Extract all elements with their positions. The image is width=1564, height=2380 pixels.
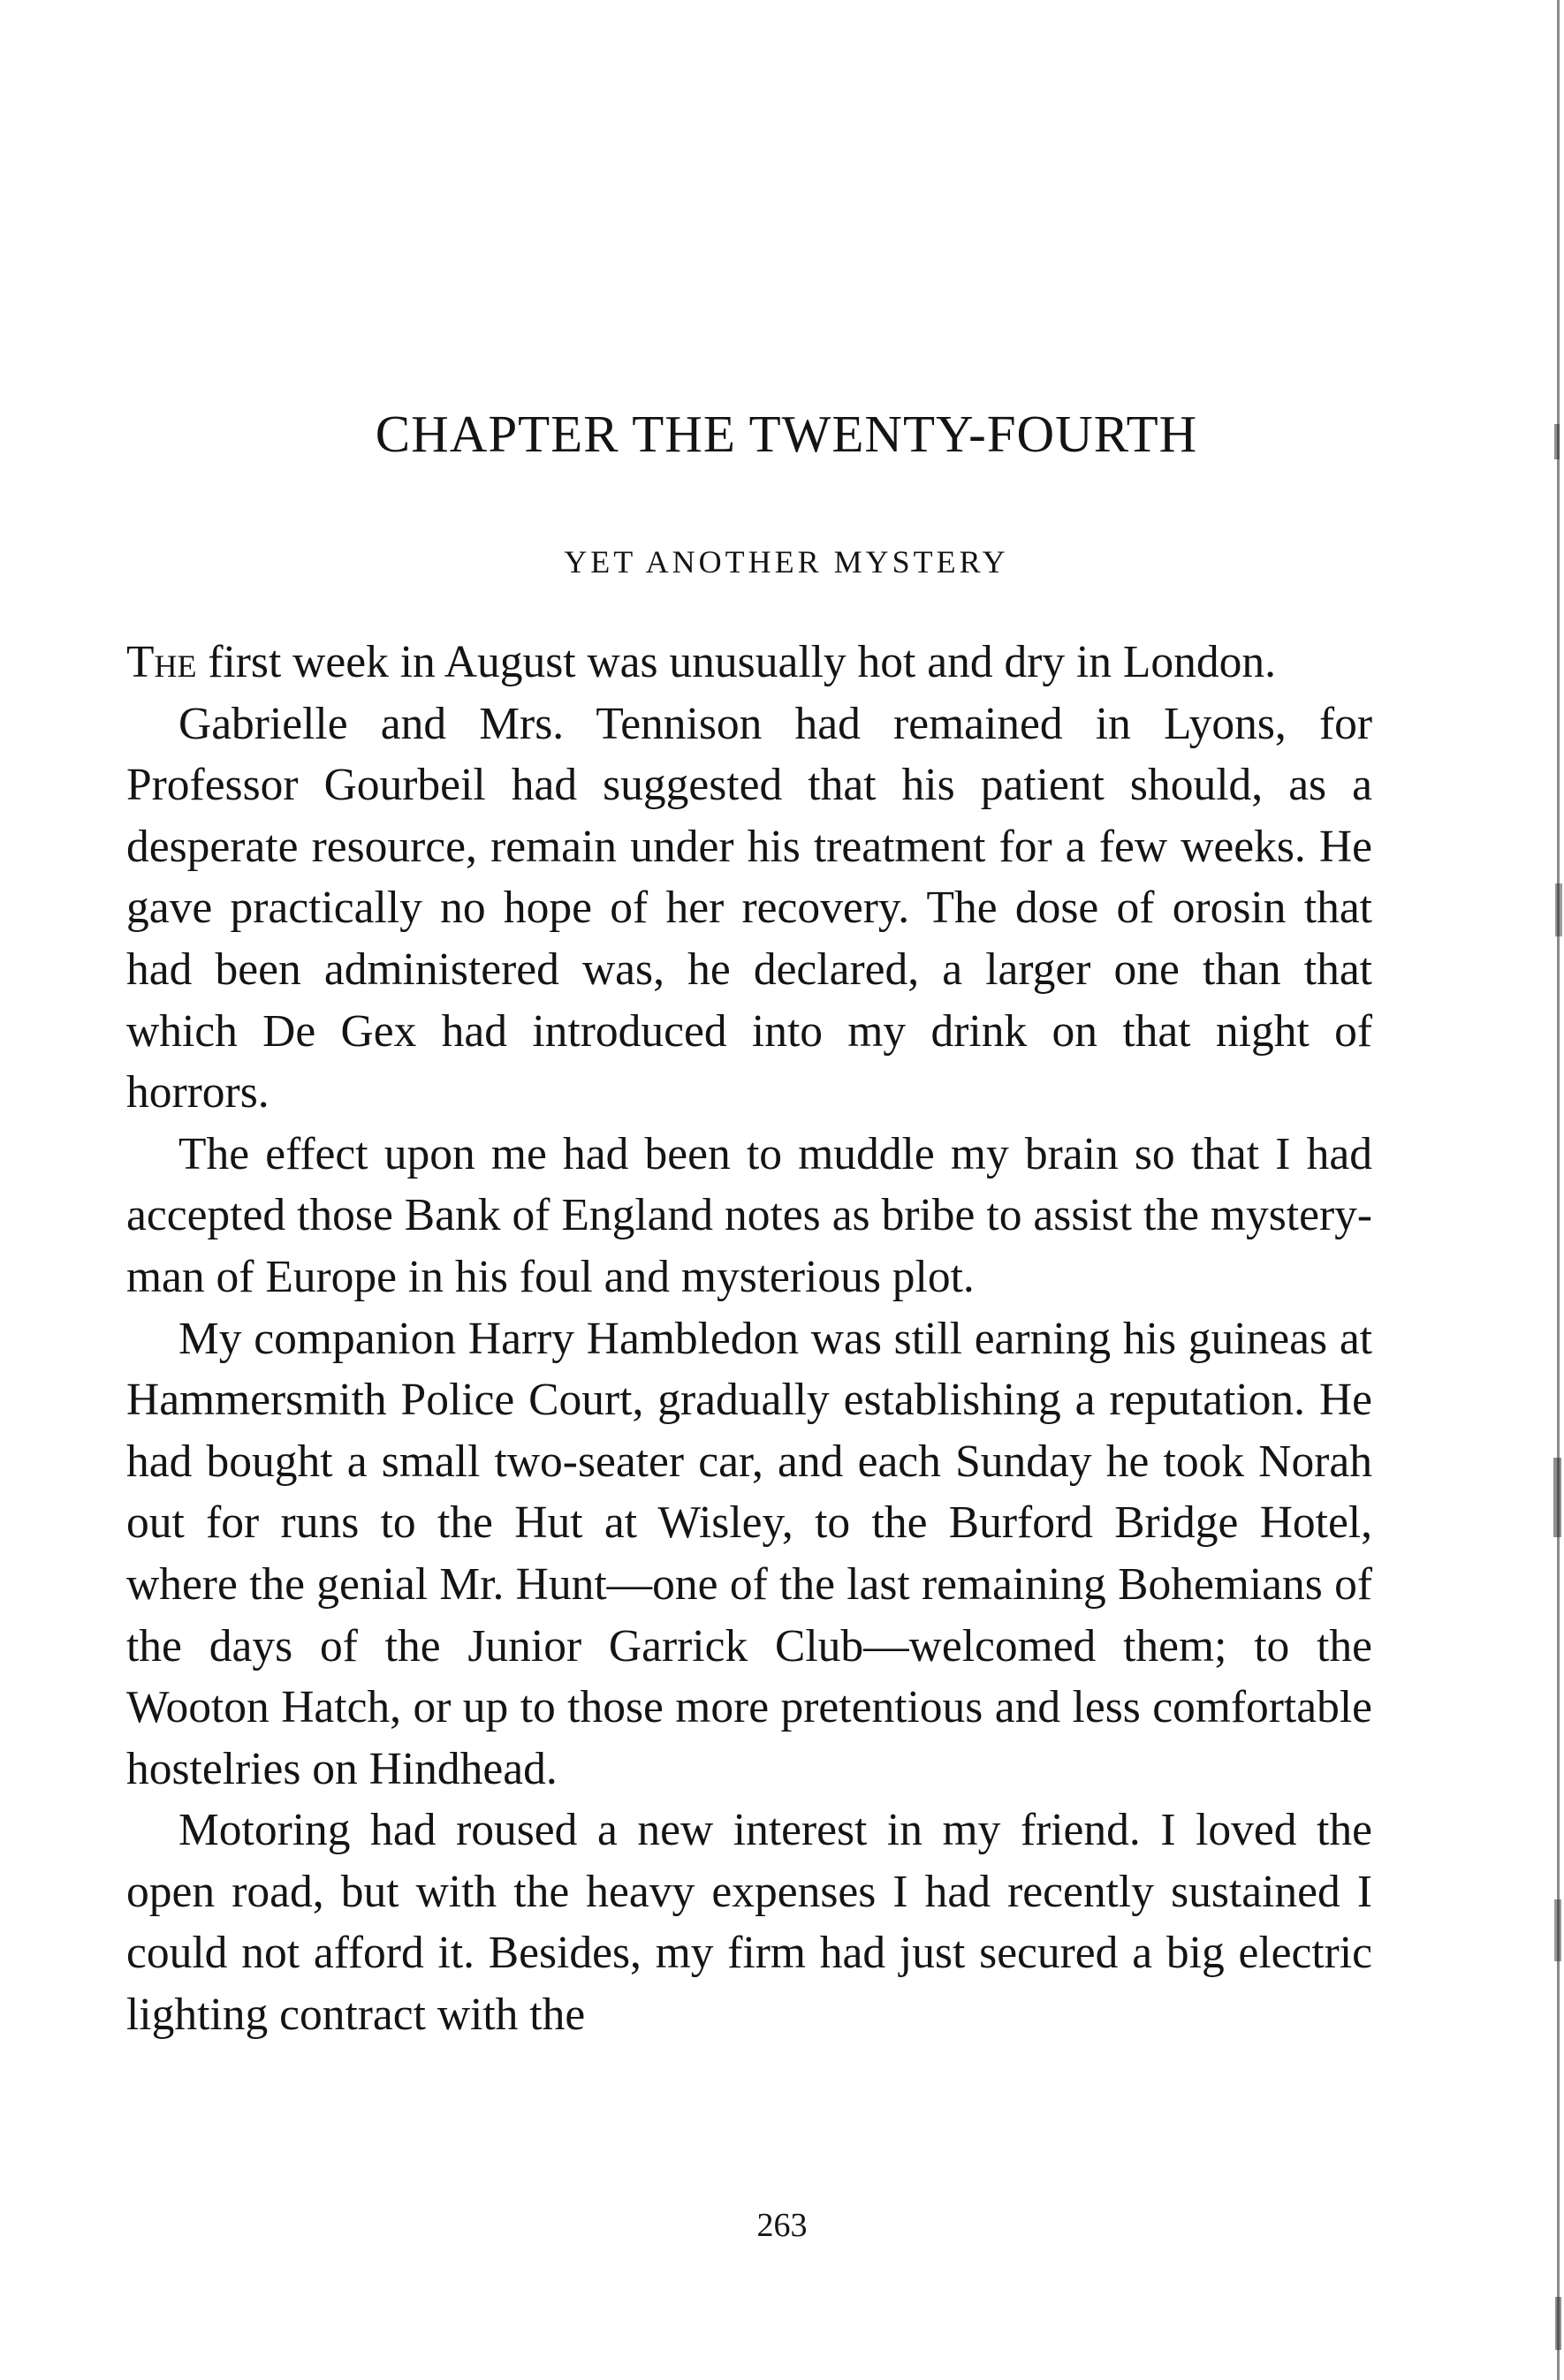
paragraph-text: first week in August was unusually hot and dry in London. [196,637,1277,687]
chapter-title: CHAPTER THE TWENTY-FOURTH [375,405,1198,463]
chapter-subtitle: YET ANOTHER MYSTERY [564,544,1009,580]
paragraph: Motoring had roused a new interest in my friend. I loved the open road, but with the heavy expenses I had recently sustained I could not afford it. Besides, my firm had just secured a big electric lighting contract with the [126,1805,1372,2041]
page-number: 263 [756,2207,808,2244]
chapter-body [126,632,1372,2046]
paragraph: Gabrielle and Mrs. Tennison had remained in Lyons, for Professor Gourbeil had suggested that his patient should, as a desperate resource, remain under his treatment for a few weeks. He gave practically no hope of her recovery. The dose of orosin that had been administered was, he declared, a larger one than that which De Gex had introduced into my drink on that night of horrors. [126,698,1372,1118]
paragraph [126,632,1372,694]
paragraph: The effect upon me had been to muddle my brain so that I had accepted those Bank of England notes as bribe to assist the mystery-man of Europe in his foul and mysterious plot. [126,1128,1372,1302]
paragraph: My companion Harry Hambledon was still earning his guineas at Hammersmith Police Court, gradually establishing a reputation. He had bought a small two-seater car, and each Sunday he took Norah out for runs to the Hut at Wisley, to the Burford Bridge Hotel, where the genial Mr. Hunt—one of the last remaining Bohemians of the days of the Junior Garrick Club—welcomed them; to the Wooton Hatch, or up to those more pretentious and less comfortable hostelries on Hindhead. [126,1313,1372,1794]
scanned-page-edge [1552,0,1564,2380]
paragraph-lead-word: The [126,637,197,687]
